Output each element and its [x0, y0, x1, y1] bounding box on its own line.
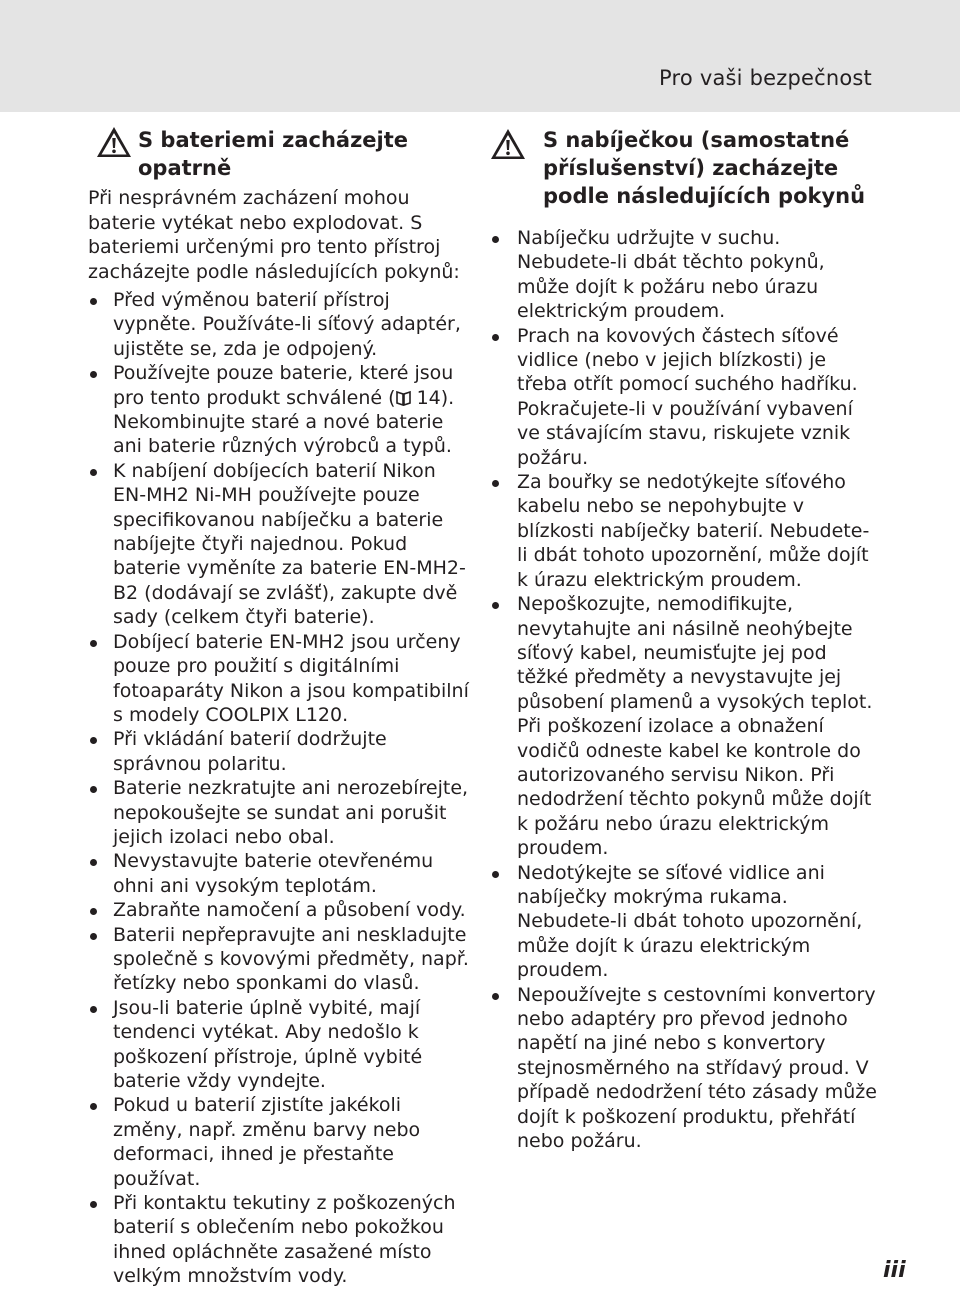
list-item: Nedotýkejte se síťové vidlice ani nabíječky mokrýma rukama. Nebudete-li dbát tohoto upozornění, může dojít k úrazu elektrickým proudem.: [490, 861, 878, 983]
list-item: Před výměnou baterií přístroj vypněte. Používáte-li síťový adaptér, ujistěte se, zda je odpojený.: [88, 288, 472, 361]
charger-heading-text: S nabíječkou (samostatné příslušenství) zacházejte podle následujících pokynů: [543, 128, 866, 208]
list-item-text: Používejte pouze baterie, které jsou pro tento produkt schválené (: [113, 362, 454, 409]
charger-heading: [490, 126, 878, 210]
list-item: Pokud u baterií zjistíte jakékoli změny, např. změnu barvy nebo deformaci, ihned je přestaňte používat.: [88, 1093, 472, 1191]
list-item: Při kontaktu tekutiny z poškozených baterií s oblečením nebo pokožkou ihned opláchněte zasažené místo velkým množstvím vody.: [88, 1191, 472, 1289]
list-item: Nepoužívejte s cestovními konvertory nebo adaptéry pro převod jednoho napětí na jiné nebo s konvertory stejnosměrného na střídavý proud. V případě nedodržení této zásady může dojít k poškození produktu, přehřátí nebo požáru.: [490, 983, 878, 1154]
list-item: Baterie nezkratujte ani nerozebírejte, nepokoušejte se sundat ani porušit jejich izolaci nebo obal.: [88, 776, 472, 849]
list-item: Baterii nepřepravujte ani neskladujte společně s kovovými předměty, např. řetízky nebo sponkami do vlasů.: [88, 923, 472, 996]
list-item-text: ). Nekombinujte staré a nové baterie ani baterie různých výrobců a typů.: [113, 386, 455, 458]
charger-section: [490, 126, 878, 1153]
list-item: Nevystavujte baterie otevřenému ohni ani vysokým teplotám.: [88, 849, 472, 898]
list-item: Jsou-li baterie úplně vybité, mají tendenci vytékat. Aby nedošlo k poškození přístroje, úplně vybité baterie vždy vyndejte.: [88, 996, 472, 1094]
page-reference: 14: [416, 386, 441, 409]
list-item: [88, 361, 472, 459]
page-header: [0, 0, 960, 112]
list-item: Prach na kovových částech síťové vidlice (nebo v jejich blízkosti) je třeba otřít pomocí suchého hadříku. Pokračujete-li v používání vybavení ve stávajícím stavu, riskujete vznik požáru.: [490, 324, 878, 470]
battery-section: [88, 126, 472, 1289]
list-item: K nabíjení dobíjecích baterií Nikon EN-MH2 Ni-MH používejte pouze specifikovanou nabíječku a baterie nabíjejte čtyři najednou. Pokud baterie vyměníte za baterie EN-MH2-B2 (dodávají se zvlášť), zakupte dvě sady (celkem čtyři baterie).: [88, 459, 472, 630]
list-item: Při vkládání baterií dodržujte správnou polaritu.: [88, 727, 472, 776]
battery-list: [88, 288, 472, 1289]
list-item: Za bouřky se nedotýkejte síťového kabelu nebo se nepohybujte v blízkosti nabíječky baterií. Nebudete-li dbát tohoto upozornění, může dojít k úrazu elektrickým proudem.: [490, 470, 878, 592]
list-item: Zabraňte namočení a působení vody.: [88, 898, 472, 922]
book-reference-icon: [396, 390, 411, 406]
list-item: Nabíječku udržujte v suchu. Nebudete-li dbát těchto pokynů, může dojít k požáru nebo úrazu elektrickým proudem.: [490, 226, 878, 324]
warning-triangle-icon: [490, 128, 526, 160]
battery-heading: [88, 126, 472, 182]
warning-triangle-icon: [96, 126, 132, 158]
list-item: Dobíjecí baterie EN-MH2 jsou určeny pouze pro použití s digitálními fotoaparáty Nikon a jsou kompatibilní s modely COOLPIX L120.: [88, 630, 472, 728]
list-item: Nepoškozujte, nemodifikujte, nevytahujte ani násilně neohýbejte síťový kabel, neumisťujte jej pod těžké předměty a nevystavujte jej působení plamenů a vysokých teplot. Při poškození izolace a obnažení vodičů odneste kabel ke kontrole do autorizovaného servisu Nikon. Při nedodržení těchto pokynů může dojít k požáru nebo úrazu elektrickým proudem.: [490, 592, 878, 860]
page-number: iii: [883, 1258, 906, 1283]
header-title: Pro vaši bezpečnost: [659, 66, 872, 90]
charger-list: [490, 226, 878, 1153]
battery-intro: Při nesprávném zacházení mohou baterie vytékat nebo explodovat. S bateriemi určenými pro tento přístroj zacházejte podle následujících pokynů:: [88, 187, 460, 283]
battery-heading-text: S bateriemi zacházejte opatrně: [138, 128, 409, 180]
